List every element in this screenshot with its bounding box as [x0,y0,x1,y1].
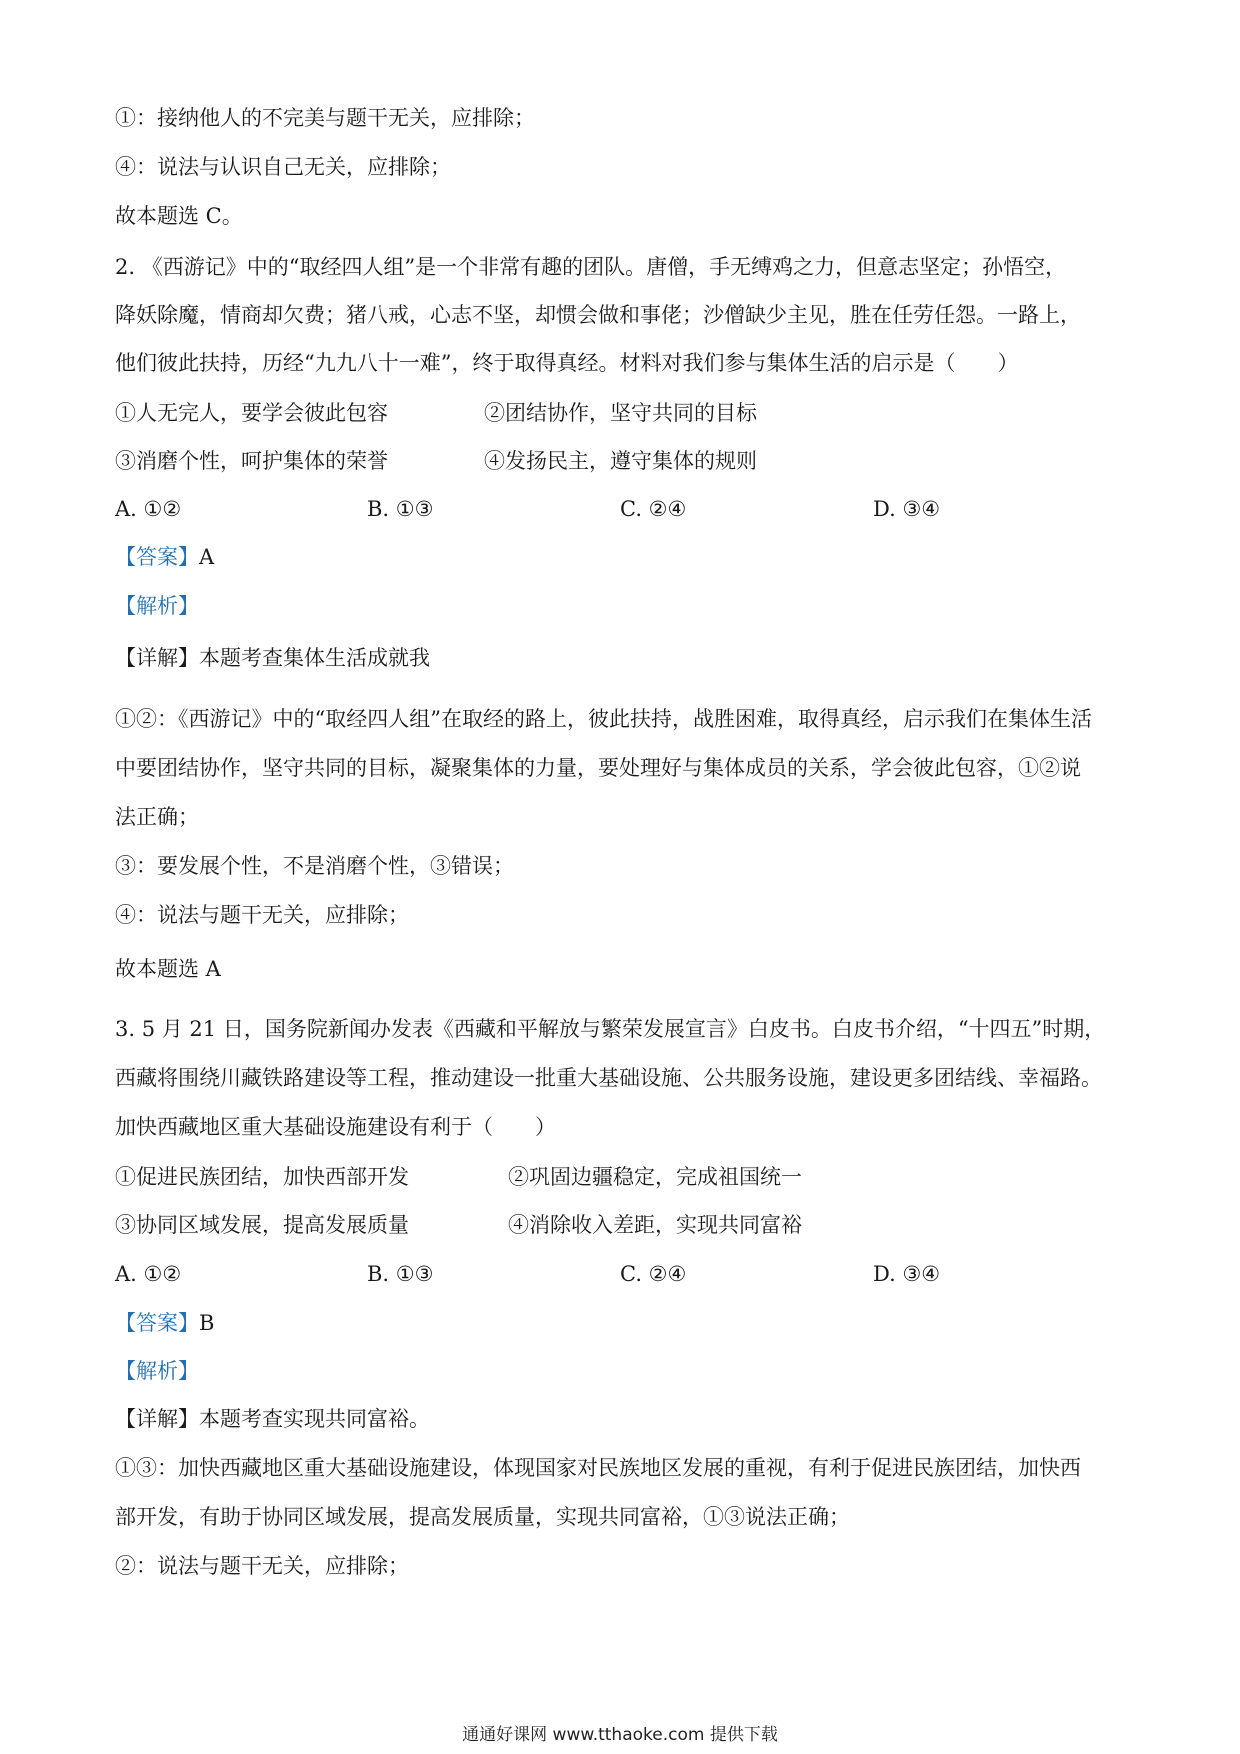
choice-c: C. ②④ [620,1262,687,1286]
statement-2: ②团结协作，坚守共同的目标 [484,401,757,425]
answer-line [115,543,214,571]
statement-3: ③消磨个性，呵护集体的荣誉 [115,449,388,473]
text-line: ①：接纳他人的不完美与题干无关，应排除； [115,106,535,130]
explanation-line: 中要团结协作，坚守共同的目标，凝聚集体的力量，要处理好与集体成员的关系，学会彼此包容，①②说 [115,756,1081,780]
question-2-stem: 2. 《西游记》中的“取经四人组”是一个非常有趣的团队。唐僧，手无缚鸡之力，但意志坚定；孙悟空， [115,255,1067,279]
choice-d: D. ③④ [873,1262,941,1286]
question-3-stem: 西藏将围绕川藏铁路建设等工程，推动建设一批重大基础设施、公共服务设施，建设更多团结线、幸福路。 [115,1066,1102,1090]
explanation-line: ①②：《西游记》中的“取经四人组”在取经的路上，彼此扶持，战胜困难，取得真经，启示我们在集体生活 [115,707,1092,731]
choice-b: B. ①③ [367,497,434,521]
answer-tag: 【答案】 [115,545,199,569]
statement-2: ②巩固边疆稳定，完成祖国统一 [508,1165,802,1189]
answer-value: B [199,1311,215,1335]
statement-4: ④发扬民主，遵守集体的规则 [484,449,757,473]
question-3-stem: 3. 5 月 21 日，国务院新闻办发表《西藏和平解放与繁荣发展宣言》白皮书。白皮书介绍，“十四五”时期， [115,1017,1106,1041]
choice-d: D. ③④ [873,497,941,521]
footer-credit: 通通好课网 www.tthaoke.com 提供下载 [462,1725,778,1745]
analysis-tag: 【解析】 [115,1359,199,1383]
question-3-stem: 加快西藏地区重大基础设施建设有利于（ ） [115,1115,556,1139]
choice-a: A. ①② [115,1262,182,1286]
explanation-line: 部开发，有助于协同区域发展，提高发展质量，实现共同富裕，①③说法正确； [115,1505,850,1529]
detail-heading: 【详解】本题考查集体生活成就我 [115,646,430,670]
explanation-line: 故本题选 A [115,957,221,981]
statement-1: ①人无完人，要学会彼此包容 [115,401,388,425]
explanation-line: ④：说法与题干无关，应排除； [115,903,409,927]
explanation-line: 法正确； [115,805,199,829]
statement-3: ③协同区域发展，提高发展质量 [115,1213,409,1237]
detail-heading: 【详解】本题考查实现共同富裕。 [115,1407,430,1431]
answer-tag: 【答案】 [115,1311,199,1335]
statement-4: ④消除收入差距，实现共同富裕 [508,1213,802,1237]
statement-1: ①促进民族团结，加快西部开发 [115,1165,409,1189]
explanation-line: ③：要发展个性，不是消磨个性，③错误； [115,854,514,878]
choice-a: A. ①② [115,497,182,521]
explanation-line: ①③：加快西藏地区重大基础设施建设，体现国家对民族地区发展的重视，有利于促进民族团结，加快西 [115,1456,1081,1480]
text-line: 故本题选 C。 [115,204,243,228]
answer-value: A [199,545,215,569]
text-line: ④：说法与认识自己无关，应排除； [115,155,451,179]
analysis-tag: 【解析】 [115,594,199,618]
question-2-stem: 降妖除魔，情商却欠费；猪八戒，心志不坚，却惯会做和事佬；沙僧缺少主见，胜在任劳任怨。一路上， [115,303,1081,327]
answer-line [115,1309,214,1337]
explanation-line: ②：说法与题干无关，应排除； [115,1554,409,1578]
choice-b: B. ①③ [367,1262,434,1286]
choice-c: C. ②④ [620,497,687,521]
question-2-stem: 他们彼此扶持，历经“九九八十一难”，终于取得真经。材料对我们参与集体生活的启示是（ ） [115,351,1019,375]
